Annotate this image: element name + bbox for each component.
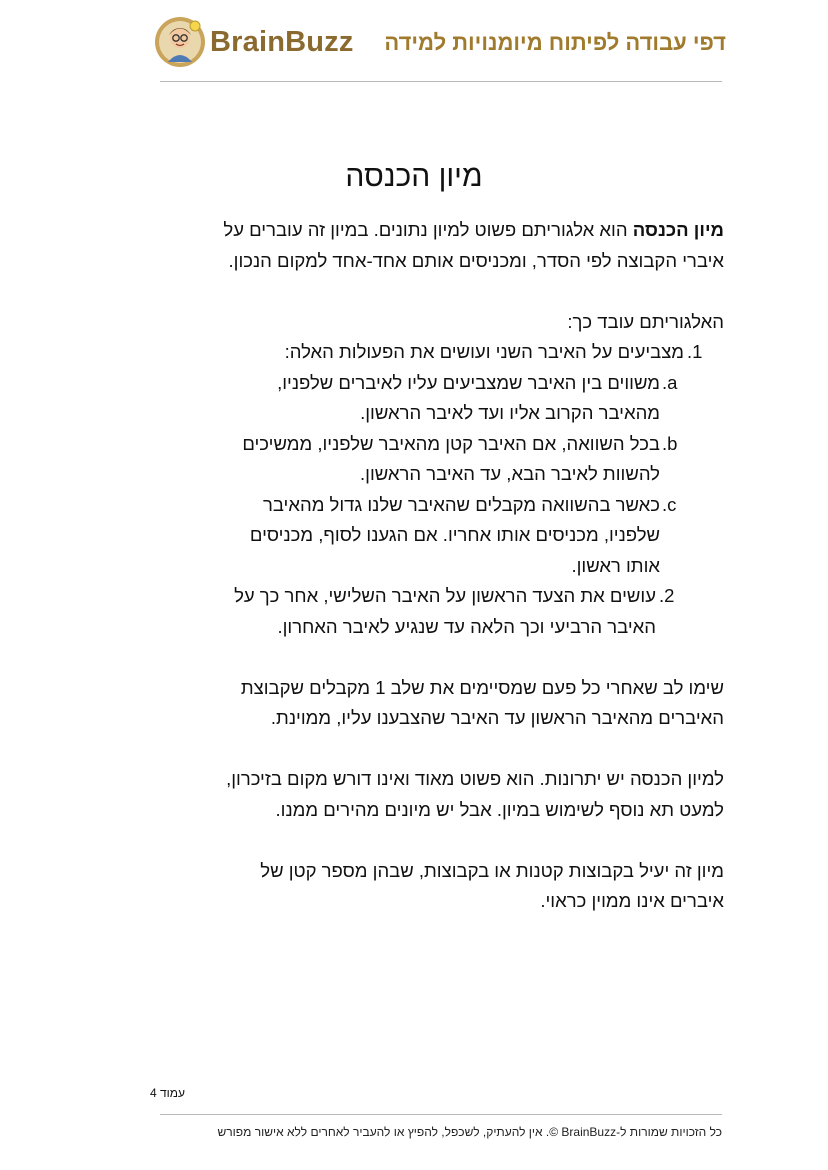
substep-item [144,368,684,429]
substep-text: כאשר בהשוואה מקבלים שהאיבר שלנו גדול מהאיבר [262,493,660,515]
intro-paragraph [144,215,724,276]
advantages-line: למעט תא נוסף לשימוש במיון. אבל יש מיונים מהירים ממנו. [275,798,724,820]
step-number: 1. [687,341,703,362]
mascot-icon [154,16,206,68]
footer-divider [160,1114,722,1115]
efficiency-line: איברים אינו ממוין כראוי. [540,890,724,911]
page-title: מיון הכנסה [345,160,483,193]
document-series-title: דפי עבודה לפיתוח מיומנויות למידה [384,30,726,55]
header-divider [160,81,722,82]
intro-line-2: איברי הקבוצה לפי הסדר, ומכניסים אותם אחד-אחד למקום הנכון. [228,249,724,271]
step-number: 2. [659,585,675,606]
substep-item [144,490,684,582]
substep-letter: b. [662,432,678,454]
efficiency-paragraph [144,856,724,917]
step-item [144,337,724,581]
intro-line-1: הוא אלגוריתם פשוט למיון נתונים. במיון זה עוברים על [223,219,633,240]
step-text: מצביעים על האיבר השני ועושים את הפעולות האלה: [284,341,684,362]
page-number: עמוד 4 [150,1086,186,1100]
note-line: האיברים מהאיבר הראשון עד האיבר שהצבענו עליו, ממוינת. [270,707,724,728]
algorithm-intro: האלגוריתם עובד כך: [567,310,724,332]
note-paragraph [144,673,724,734]
steps-list [144,337,724,642]
substep-item [144,429,684,490]
substep-text: משווים בין האיבר שמצביעים עליו לאיברים שלפניו, [277,371,660,393]
substep-text: שלפניו, מכניסים אותו אחריו. אם הגענו לסוף, מכניסים [249,524,660,545]
advantages-paragraph [144,764,724,825]
copyright-footer: כל הזכויות שמורות ל-BrainBuzz ©. אין להעתיק, לשכפל, להפיץ או להעביר לאחרים ללא אישור מפורש [217,1125,722,1139]
brand-name: BrainBuzz [210,25,354,58]
step-text: האיבר הרביעי וכך הלאה עד שנגיע לאיבר האחרון. [277,615,656,637]
substep-letter: a. [662,371,678,393]
step-item [144,581,696,642]
substep-text: להשוות לאיבר הבא, עד האיבר הראשון. [360,463,660,484]
substep-text: בכל השוואה, אם האיבר קטן מהאיבר שלפניו, ממשיכים [242,432,660,454]
note-line: שימו לב שאחרי כל פעם שמסיימים את שלב 1 מקבלים שקבוצת [240,676,724,698]
substep-text: אותו ראשון. [571,554,660,576]
brand-logo [154,16,354,68]
step-text: עושים את הצעד הראשון על האיבר השלישי, אחר כך על [234,585,656,606]
advantages-line: למיון הכנסה יש יתרונות. הוא פשוט מאוד ואינו דורש מקום בזיכרון, [226,768,724,789]
substep-text: מהאיבר הקרוב אליו ועד לאיבר הראשון. [360,402,660,423]
substep-letter: c. [662,493,677,515]
main-content [144,215,724,917]
page-header [0,0,828,90]
efficiency-line: מיון זה יעיל בקבוצות קטנות או בקבוצות, שבהן מספר קטן של [260,859,724,881]
intro-bold-term: מיון הכנסה [632,219,724,240]
